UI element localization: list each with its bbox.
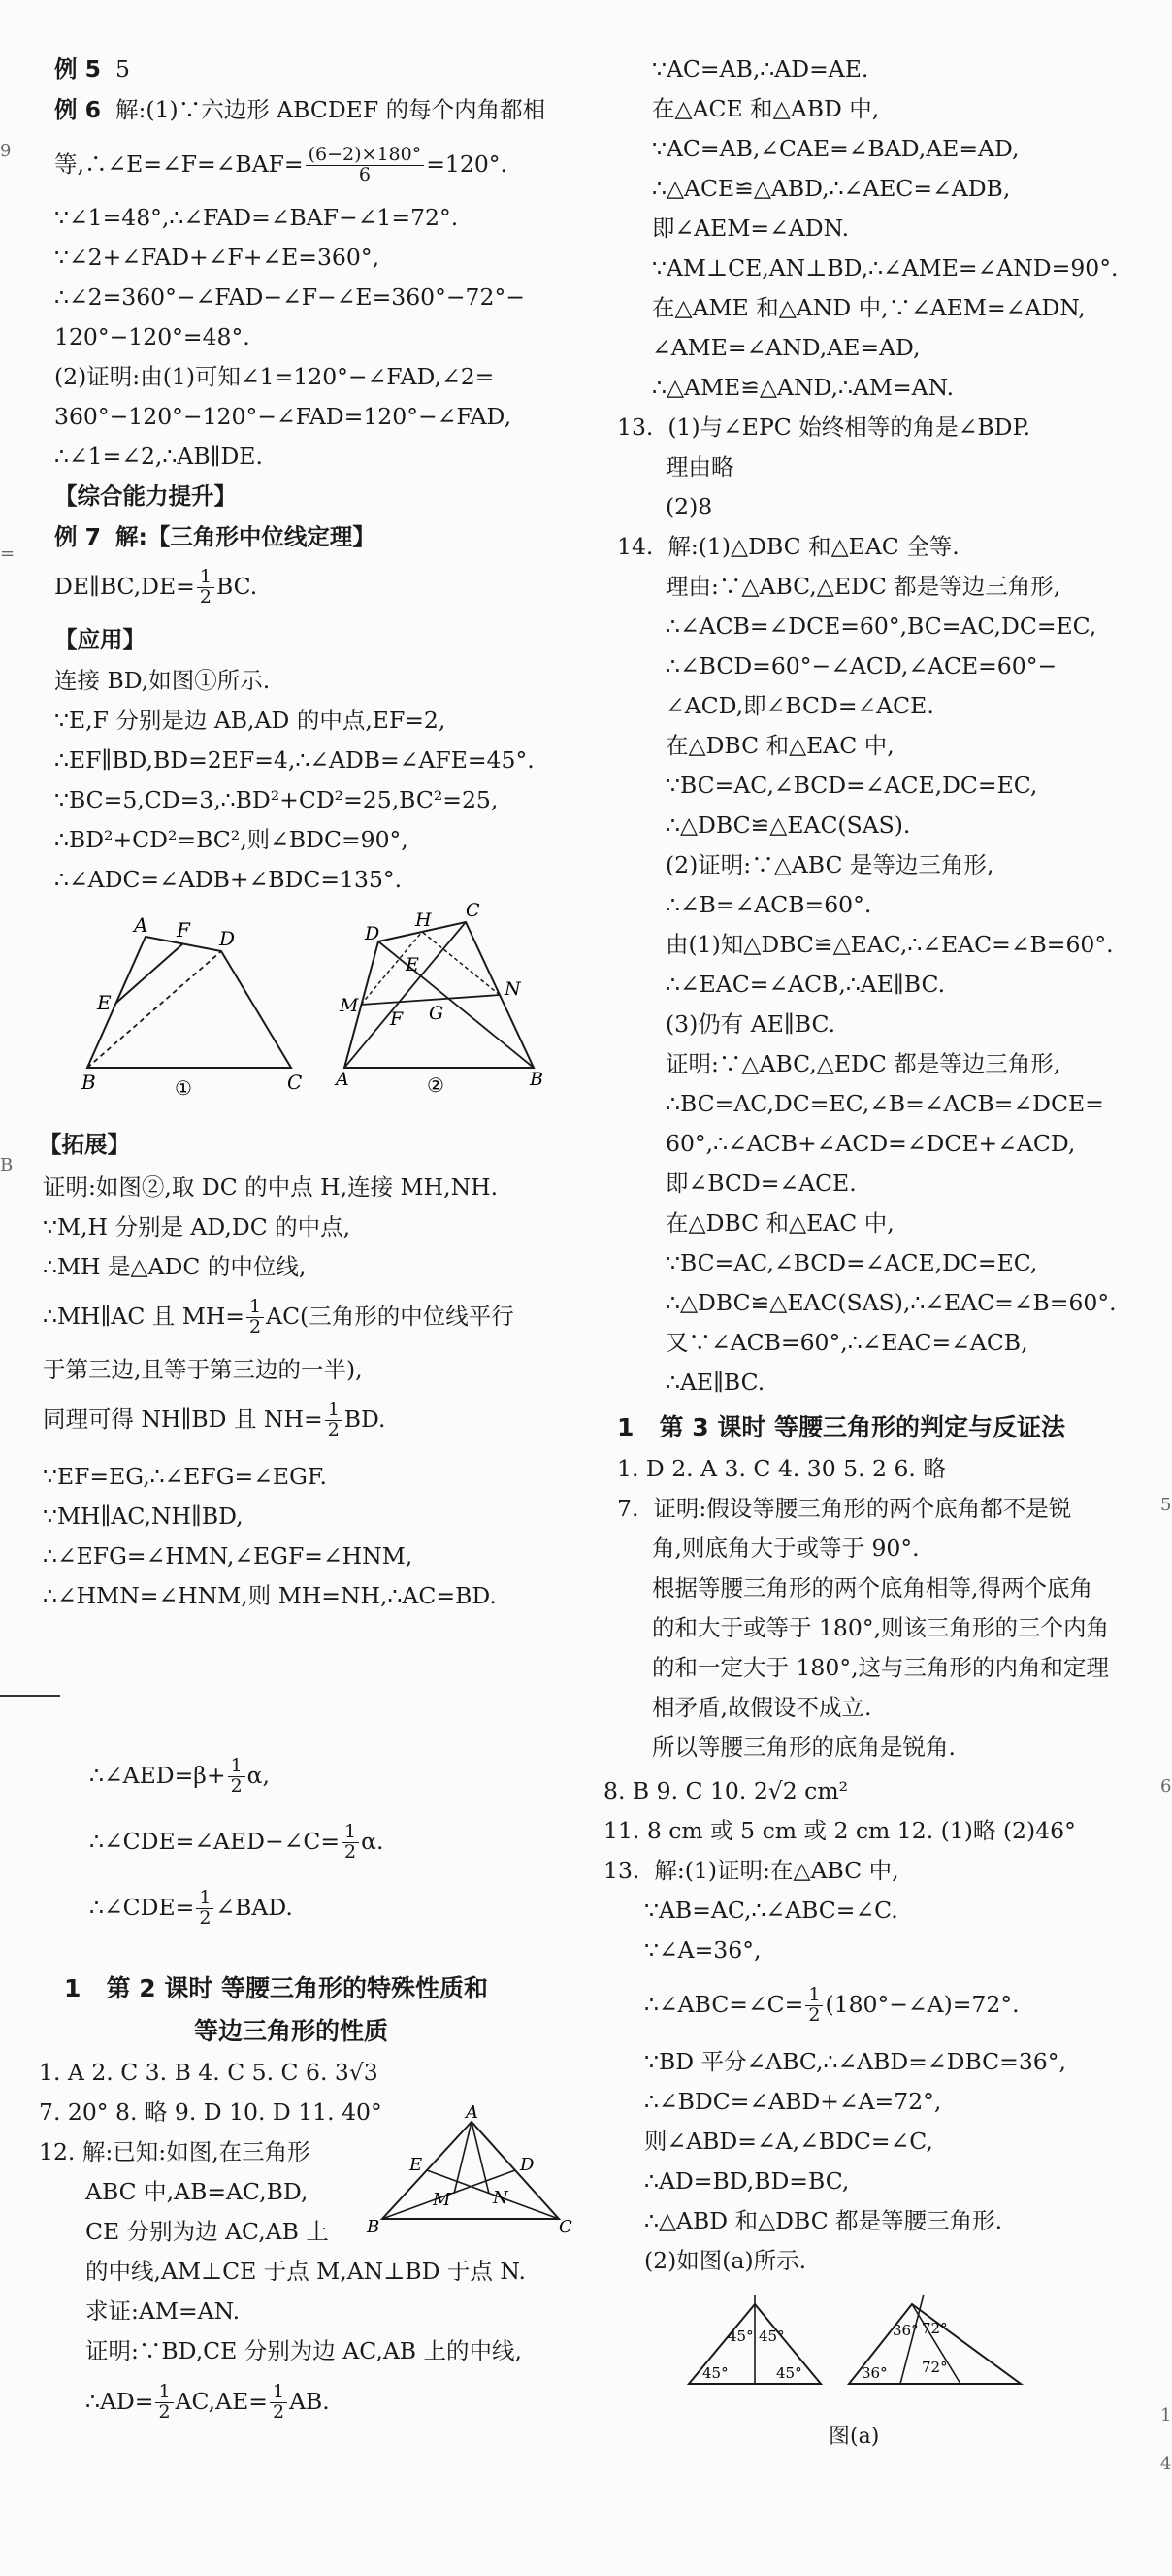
fraction: $\frac{1}{2}$ — [342, 1823, 359, 1863]
text-line: ∴∠ADC=∠ADB+∠BDC=135°. — [54, 866, 403, 893]
text-line: ∴∠1=∠2,∴AB∥DE. — [54, 443, 263, 470]
label-b: B — [367, 2217, 380, 2237]
text-line: CE 分别为边 AC,AB 上 — [85, 2218, 329, 2245]
fraction: $\frac{1}{2}$ — [228, 1757, 245, 1797]
problem-12: 12. 解:已知:如图,在三角形 — [39, 2138, 310, 2165]
text-line: 的和大于或等于 180°,则该三角形的三个内角 — [652, 1614, 1110, 1641]
label-e: E — [97, 991, 112, 1014]
label-n: N — [493, 2188, 508, 2208]
text-line: ∵BC=5,CD=3,∴BD²+CD²=25,BC²=25, — [54, 786, 499, 813]
text-line: ∵BC=AC,∠BCD=∠ACE,DC=EC, — [666, 1249, 1038, 1276]
text-line: 理由略 — [666, 453, 734, 480]
text-line: 于第三边,且等于第三边的一半), — [43, 1356, 363, 1383]
text-line: ABC 中,AB=AC,BD, — [85, 2178, 309, 2205]
text-line: ∵∠2+∠FAD+∠F+∠E=360°, — [54, 244, 380, 271]
text-line: 求证:AM=AN. — [85, 2297, 241, 2325]
text-line: 则∠ABD=∠A,∠BDC=∠C, — [644, 2128, 933, 2155]
text-line: ∵E,F 分别是边 AB,AD 的中点,EF=2, — [54, 707, 446, 734]
section-title-cont: 等边三角形的性质 — [194, 2017, 389, 2045]
angle-label: 36° — [893, 2322, 919, 2339]
angle-label: 72° — [922, 2320, 948, 2337]
right-column — [592, 0, 1172, 2576]
bisector — [900, 2295, 924, 2384]
text-line: ∴∠CDE=∠AED−∠C= $\frac{1}{2}$ α. — [89, 1821, 384, 1863]
figure-problem-12 — [365, 2104, 576, 2238]
text-line: ∵MH∥AC,NH∥BD, — [43, 1503, 244, 1530]
text-line: 的和一定大于 180°,这与三角形的内角和定理 — [652, 1654, 1110, 1681]
text-line: 所以等腰三角形的底角是锐角. — [652, 1734, 956, 1761]
segment-ef — [116, 943, 183, 1003]
figure-2-caption: ② — [427, 1073, 444, 1097]
fraction: $\frac{1}{2}$ — [196, 1889, 213, 1929]
text-line: ∵∠A=36°, — [644, 1936, 762, 1964]
text-line: 360°−120°−120°−∠FAD=120°−∠FAD, — [54, 403, 512, 430]
label-m: M — [340, 995, 359, 1016]
text-line: ∴AD=BD,BD=BC, — [644, 2167, 850, 2195]
margin-mark: 6 — [1160, 1776, 1172, 1797]
label-f: F — [390, 1008, 404, 1030]
answer-line: 7. 20° 8. 略 9. D 10. D 11. 40° — [39, 2098, 382, 2126]
text-line: ∴∠AED=β+ $\frac{1}{2}$ α, — [89, 1755, 271, 1797]
fraction: $\frac{1}{2}$ — [805, 1986, 823, 2026]
problem-13b: 13. 解:(1)证明:在△ABC 中, — [603, 1857, 899, 1884]
text-line: (2)证明:∵△ABC 是等边三角形, — [666, 851, 994, 878]
example-5: 例 5 5 — [54, 55, 130, 83]
text-line: ∵∠1=48°,∴∠FAD=∠BAF−∠1=72°. — [54, 204, 459, 231]
label-c: C — [559, 2217, 572, 2237]
fraction: $\frac{1}{2}$ — [246, 1298, 264, 1338]
separator-rule — [0, 1695, 60, 1697]
text-line: 相矛盾,故假设不成立. — [652, 1694, 872, 1721]
text-line: ∴△DBC≌△EAC(SAS),∴∠EAC=∠B=60°. — [666, 1289, 1117, 1316]
diagonal-bd — [378, 941, 534, 1068]
answer-line: 8. B 9. C 10. 2√2 cm² — [603, 1777, 849, 1804]
text-line: 在△ACE 和△ABD 中, — [652, 95, 880, 122]
text-line: 由(1)知△DBC≌△EAC,∴∠EAC=∠B=60°. — [666, 931, 1114, 958]
fraction: $\frac{1}{2}$ — [197, 568, 214, 608]
label-d: D — [219, 927, 236, 950]
text-line: ∵AC=AB,∠CAE=∠BAD,AE=AD, — [652, 135, 1020, 162]
text-line: 即∠AEM=∠ADN. — [652, 215, 850, 242]
angle-label: 45° — [702, 2364, 729, 2382]
text-line: 120°−120°=48°. — [54, 323, 250, 350]
angle-label: 45° — [776, 2364, 802, 2382]
text-line: ∴△ABD 和△DBC 都是等腰三角形. — [644, 2207, 1003, 2234]
problem-14: 14. 解:(1)△DBC 和△EAC 全等. — [617, 533, 960, 560]
text-line: 在△AME 和△AND 中,∵∠AEM=∠ADN, — [652, 294, 1086, 321]
label-a: A — [134, 913, 148, 937]
angle-label: 45° — [728, 2328, 754, 2345]
example-7: 例 7 解:【三角形中位线定理】 — [54, 523, 375, 550]
text-line: 证明:∵BD,CE 分别为边 AC,AB 上的中线, — [85, 2337, 522, 2364]
label-d: D — [365, 923, 380, 944]
label-d: D — [520, 2155, 535, 2175]
text-line: 理由:∵△ABC,△EDC 都是等边三角形, — [666, 573, 1061, 600]
answer-line: 1. A 2. C 3. B 4. C 5. C 6. 3√3 — [39, 2059, 378, 2086]
text-line: ∴△ACE≌△ABD,∴∠AEC=∠ADB, — [652, 175, 1011, 202]
label-f: F — [177, 918, 190, 941]
text-line: ∵AM⊥CE,AN⊥BD,∴∠AME=∠AND=90°. — [652, 254, 1119, 281]
text-line: 证明:如图②,取 DC 的中点 H,连接 MH,NH. — [43, 1173, 499, 1201]
diagonal-ac — [344, 922, 466, 1068]
answer-line: 1. D 2. A 3. C 4. 30 5. 2 6. 略 — [617, 1455, 946, 1482]
text-line: ∴∠EAC=∠ACB,∴AE∥BC. — [666, 971, 946, 998]
answer-line: 11. 8 cm 或 5 cm 或 2 cm 12. (1)略 (2)46° — [603, 1817, 1076, 1844]
label-a: A — [466, 2104, 478, 2123]
text-line: ∵AC=AB,∴AD=AE. — [652, 55, 869, 83]
text-line: ∴AD= $\frac{1}{2}$ AC,AE= $\frac{1}{2}$ AB. — [85, 2381, 330, 2423]
label-c: C — [466, 900, 480, 921]
text-line: 连接 BD,如图①所示. — [54, 667, 271, 694]
text-line: 根据等腰三角形的两个底角相等,得两个底角 — [652, 1574, 1092, 1602]
text-line: 60°,∴∠ACB+∠ACD=∠DCE+∠ACD, — [666, 1130, 1076, 1157]
section-heading: 【拓展】 — [39, 1131, 130, 1158]
text-line: (3)仍有 AE∥BC. — [666, 1010, 836, 1038]
label-c: C — [287, 1071, 303, 1094]
label-a: A — [336, 1069, 349, 1090]
text-line: ∴EF∥BD,BD=2EF=4,∴∠ADB=∠AFE=45°. — [54, 746, 535, 774]
text-line: (2)8 — [666, 493, 713, 520]
text-line: ∴∠BCD=60°−∠ACD,∠ACE=60°− — [666, 652, 1058, 679]
label-b: B — [530, 1069, 543, 1090]
text-line: ∵BC=AC,∠BCD=∠ACE,DC=EC, — [666, 772, 1038, 799]
figure-2 — [330, 893, 553, 1097]
text-line: (2)证明:由(1)可知∠1=120°−∠FAD,∠2= — [54, 363, 495, 390]
text-line: 又∵∠ACB=60°,∴∠EAC=∠ACB, — [666, 1329, 1028, 1356]
text-line: ∴∠CDE= $\frac{1}{2}$ ∠BAD. — [89, 1887, 293, 1929]
margin-mark: 4 — [1160, 2454, 1172, 2474]
label-e: E — [406, 954, 419, 975]
text-line: ∴△AME≌△AND,∴AM=AN. — [652, 374, 955, 401]
section-heading: 【综合能力提升】 — [54, 482, 237, 510]
fraction: $\frac{1}{2}$ — [325, 1401, 342, 1440]
text-line: ∴∠HMN=∠HNM,则 MH=NH,∴AC=BD. — [43, 1582, 497, 1609]
text-line: 的中线,AM⊥CE 于点 M,AN⊥BD 于点 N. — [85, 2258, 526, 2285]
text-line: ∴AE∥BC. — [666, 1369, 765, 1396]
text-line: ∵BD 平分∠ABC,∴∠ABD=∠DBC=36°, — [644, 2048, 1066, 2075]
example-6: 例 6 解:(1)∵六边形 ABCDEF 的每个内角都相 — [54, 96, 546, 123]
section-title: 1 第 3 课时 等腰三角形的判定与反证法 — [617, 1413, 1066, 1441]
margin-mark: 1 — [1160, 2405, 1172, 2426]
text-line: 同理可得 NH∥BD 且 NH= $\frac{1}{2}$ BD. — [43, 1399, 386, 1440]
text-line: ∴MH∥AC 且 MH= $\frac{1}{2}$ AC(三角形的中位线平行 — [43, 1296, 514, 1338]
text-line: 在△DBC 和△EAC 中, — [666, 732, 895, 759]
text-line: ∴∠2=360°−∠FAD−∠F−∠E=360°−72°− — [54, 283, 525, 311]
text-line: 在△DBC 和△EAC 中, — [666, 1209, 895, 1237]
text-line: (2)如图(a)所示. — [644, 2247, 807, 2274]
margin-mark: = — [0, 544, 16, 564]
fraction: $\frac{(6-2)\times 180^\circ}{6}$ — [306, 146, 425, 185]
margin-mark: 5 — [1160, 1495, 1172, 1515]
fraction: $\frac{1}{2}$ — [155, 2383, 173, 2423]
text-line: 证明:∵△ABC,△EDC 都是等边三角形, — [666, 1050, 1061, 1077]
label-h: H — [415, 909, 432, 931]
margin-mark: 9 — [0, 141, 12, 161]
figure-a — [679, 2287, 1048, 2403]
fraction: $\frac{1}{2}$ — [270, 2383, 287, 2423]
text-line: ∠ACD,即∠BCD=∠ACE. — [666, 692, 934, 719]
text-line: 即∠BCD=∠ACE. — [666, 1170, 857, 1197]
text-line: 角,则底角大于或等于 90°. — [652, 1535, 920, 1562]
figure-1 — [68, 903, 310, 1097]
angle-label: 72° — [922, 2359, 948, 2376]
text-line: ∠AME=∠AND,AE=AD, — [652, 334, 921, 361]
section-title: 1 第 2 课时 等腰三角形的特殊性质和 — [64, 1974, 489, 2002]
text-line: ∴BD²+CD²=BC²,则∠BDC=90°, — [54, 826, 408, 853]
text-line: ∴∠EFG=∠HMN,∠EGF=∠HNM, — [43, 1542, 413, 1569]
text-line: DE∥BC,DE= $\frac{1}{2}$ BC. — [54, 566, 258, 608]
margin-mark: B — [0, 1155, 14, 1175]
figure-1-caption: ① — [175, 1076, 192, 1097]
label-e: E — [409, 2155, 423, 2175]
problem-13: 13. (1)与∠EPC 始终相等的角是∠BDP. — [617, 413, 1031, 441]
text-line: ∴BC=AC,DC=EC,∠B=∠ACB=∠DCE= — [666, 1090, 1104, 1117]
text-line: ∵EF=EG,∴∠EFG=∠EGF. — [43, 1463, 327, 1490]
text-line: ∴∠ACB=∠DCE=60°,BC=AC,DC=EC, — [666, 612, 1097, 640]
angle-label: 36° — [862, 2364, 888, 2382]
angle-label: 45° — [759, 2328, 785, 2345]
figure-a-caption: 图(a) — [829, 2425, 880, 2449]
label-g: G — [429, 1003, 444, 1024]
text-line: ∴∠ABC=∠C= $\frac{1}{2}$ (180°−∠A)=72°. — [644, 1984, 1020, 2026]
text-line: ∴∠B=∠ACB=60°. — [666, 891, 872, 918]
label-b: B — [81, 1071, 96, 1094]
text-line: ∴MH 是△ADC 的中位线, — [43, 1253, 307, 1280]
text-line: ∴△DBC≌△EAC(SAS). — [666, 811, 911, 839]
label-m: M — [433, 2190, 451, 2210]
text-line: ∵M,H 分别是 AD,DC 的中点, — [43, 1213, 351, 1240]
section-heading: 【应用】 — [54, 626, 146, 653]
label-n: N — [505, 978, 521, 1000]
text-line: ∵AB=AC,∴∠ABC=∠C. — [644, 1897, 898, 1924]
problem-7: 7. 证明:假设等腰三角形的两个底角都不是锐 — [617, 1495, 1072, 1522]
text-line: ∴∠BDC=∠ABD+∠A=72°, — [644, 2088, 942, 2115]
text-line: 等,∴∠E=∠F=∠BAF= $\frac{(6-2)\times 180^\circ}{6}$ =120°. — [54, 144, 507, 185]
